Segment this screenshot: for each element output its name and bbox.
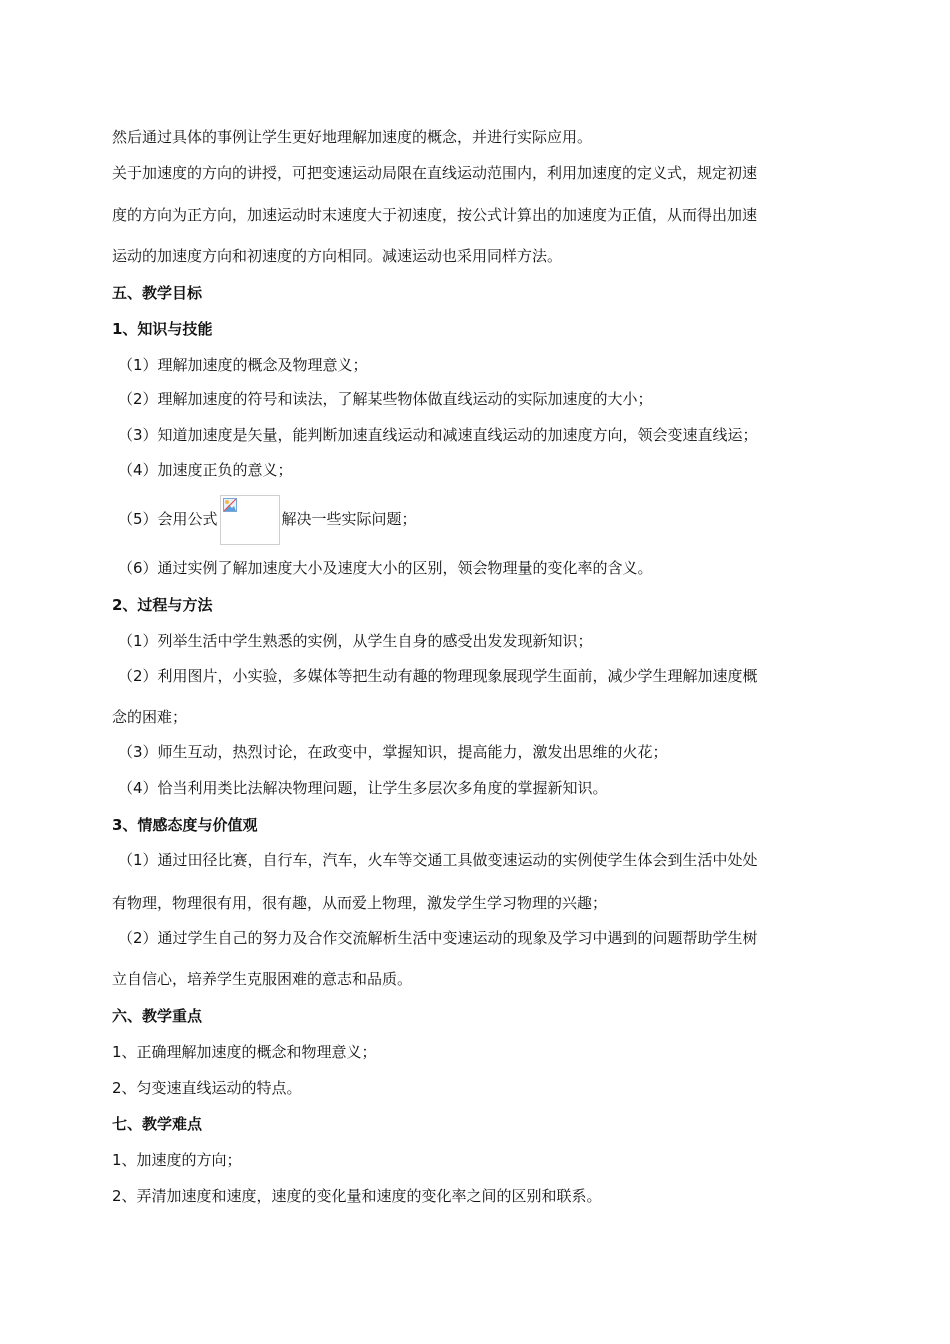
section-heading: 七、教学难点 (112, 1115, 203, 1133)
list-item-text: 解决一些实际问题； (281, 510, 417, 528)
list-item: （2）利用图片，小实验，多媒体等把生动有趣的物理现象展现学生面前，减少学生理解加速度概 (118, 667, 758, 685)
subsection-heading: 2、过程与方法 (112, 596, 213, 614)
list-item-formula (118, 494, 417, 545)
list-item: （4）加速度正负的意义； (118, 461, 293, 479)
list-item: （3）知道加速度是矢量，能判断加速直线运动和减速直线运动的加速度方向，领会变速直线运； (118, 426, 758, 444)
list-item: （1）通过田径比赛，自行车，汽车，火车等交通工具做变速运动的实例使学生体会到生活中处处 (118, 851, 758, 869)
formula-image (220, 495, 280, 545)
list-item: 1、加速度的方向； (112, 1151, 242, 1169)
list-item: （3）师生互动，热烈讨论，在政变中，掌握知识，提高能力，激发出思维的火花； (118, 743, 668, 761)
list-item-continuation: 立自信心，培养学生克服困难的意志和品质。 (112, 970, 413, 988)
list-item: 2、匀变速直线运动的特点。 (112, 1079, 302, 1097)
subsection-heading: 3、情感态度与价值观 (112, 816, 258, 834)
list-item: 1、正确理解加速度的概念和物理意义； (112, 1043, 377, 1061)
section-heading: 五、教学目标 (112, 284, 203, 302)
list-item: （2）通过学生自己的努力及合作交流解析生活中变速运动的现象及学习中遇到的问题帮助学生树 (118, 929, 758, 947)
list-item-continuation: 念的困难； (112, 708, 188, 726)
list-item-text: （5）会用公式 (118, 510, 218, 528)
list-item: （6）通过实例了解加速度大小及速度大小的区别，领会物理量的变化率的含义。 (118, 559, 653, 577)
paragraph-line: 关于加速度的方向的讲授，可把变速运动局限在直线运动范围内，利用加速度的定义式，规定初速 (112, 164, 758, 182)
list-item: 2、弄清加速度和速度，速度的变化量和速度的变化率之间的区别和联系。 (112, 1187, 602, 1205)
section-heading: 六、教学重点 (112, 1007, 203, 1025)
broken-image-icon (223, 498, 237, 512)
list-item: （1）理解加速度的概念及物理意义； (118, 356, 368, 374)
paragraph-line: 度的方向为正方向，加速运动时末速度大于初速度，按公式计算出的加速度为正值，从而得出加速 (112, 206, 758, 224)
list-item-continuation: 有物理，物理很有用，很有趣，从而爱上物理，激发学生学习物理的兴趣； (112, 894, 608, 912)
subsection-heading: 1、知识与技能 (112, 320, 213, 338)
list-item: （1）列举生活中学生熟悉的实例，从学生自身的感受出发发现新知识； (118, 632, 593, 650)
list-item: （4）恰当利用类比法解决物理问题，让学生多层次多角度的掌握新知识。 (118, 779, 608, 797)
list-item: （2）理解加速度的符号和读法，了解某些物体做直线运动的实际加速度的大小； (118, 390, 653, 408)
paragraph-line: 然后通过具体的事例让学生更好地理解加速度的概念，并进行实际应用。 (112, 128, 593, 146)
paragraph-line: 运动的加速度方向和初速度的方向相同。减速运动也采用同样方法。 (112, 247, 563, 265)
